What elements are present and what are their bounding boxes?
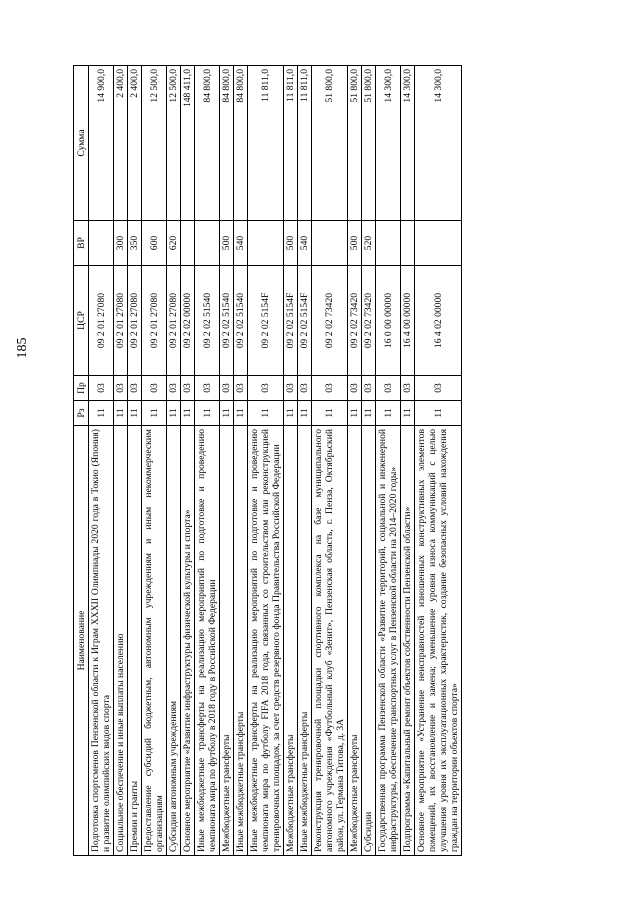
cell-name: Иные межбюджетные трансферты xyxy=(234,426,248,856)
cell-name: Реконструкция тренировочной площадки спортивного комплекса на базе муниципального автономного учреждения «Футбольный клуб «Зенит», Пензенская область, г. Пенза, Октябрьский район, ул. Германа Титова, д. 3А xyxy=(312,426,348,856)
cell-sum: 14 300,0 xyxy=(376,66,401,221)
cell-sum: 148 411,0 xyxy=(181,66,195,221)
cell-csr: 09 2 02 73420 xyxy=(362,266,376,376)
cell-csr: 16 4 00 00000 xyxy=(401,266,415,376)
cell-rz: 11 xyxy=(195,401,220,426)
table-row xyxy=(298,66,312,856)
cell-csr: 16 4 02 00000 xyxy=(415,266,462,376)
cell-rz: 11 xyxy=(401,401,415,426)
cell-name: Межбюджетные трансферты xyxy=(220,426,234,856)
header-sum: Сумма xyxy=(74,66,89,221)
cell-sum: 51 800,0 xyxy=(362,66,376,221)
cell-name: Основное мероприятие «Развитие инфраструктуры физической культуры и спорта» xyxy=(181,426,195,856)
cell-csr: 09 2 01 27080 xyxy=(89,266,114,376)
cell-name: Субсидии автономным учреждениям xyxy=(167,426,181,856)
rotated-page xyxy=(73,66,563,856)
cell-sum: 12 500,0 xyxy=(142,66,167,221)
header-name: Наименование xyxy=(74,426,89,856)
cell-name: Подпрограмма «Капитальный ремонт объектов собственности Пензенской области» xyxy=(401,426,415,856)
table-row xyxy=(234,66,248,856)
cell-rz: 11 xyxy=(298,401,312,426)
cell-sum: 14 900,0 xyxy=(89,66,114,221)
cell-name: Иные межбюджетные трансферты xyxy=(298,426,312,856)
cell-pr: 03 xyxy=(401,376,415,401)
cell-csr: 16 0 00 00000 xyxy=(376,266,401,376)
cell-rz: 11 xyxy=(376,401,401,426)
cell-csr: 09 2 02 5154F xyxy=(248,266,284,376)
table-row xyxy=(181,66,195,856)
budget-table xyxy=(73,65,462,856)
cell-vr: 620 xyxy=(167,221,181,266)
cell-pr: 03 xyxy=(234,376,248,401)
cell-name: Предоставление субсидий бюджетным, автономным учреждениям и иным некоммерческим организациям xyxy=(142,426,167,856)
table-row xyxy=(376,66,401,856)
cell-csr: 09 2 01 27080 xyxy=(128,266,142,376)
cell-sum: 51 800,0 xyxy=(312,66,348,221)
cell-rz: 11 xyxy=(167,401,181,426)
cell-pr: 03 xyxy=(284,376,298,401)
cell-sum: 14 300,0 xyxy=(415,66,462,221)
cell-rz: 11 xyxy=(142,401,167,426)
table-row xyxy=(401,66,415,856)
header-csr: ЦСР xyxy=(74,266,89,376)
cell-sum: 51 800,0 xyxy=(348,66,362,221)
cell-rz: 11 xyxy=(89,401,114,426)
cell-pr: 03 xyxy=(128,376,142,401)
table-row xyxy=(284,66,298,856)
cell-name: Социальное обеспечение и иные выплаты населению xyxy=(114,426,128,856)
cell-name: Иные межбюджетные трансферты на реализацию мероприятий по подготовке и проведению чемпионата мира по футболу в 2018 году в Российской Федерации xyxy=(195,426,220,856)
cell-vr: 500 xyxy=(284,221,298,266)
cell-vr xyxy=(248,221,284,266)
cell-name: Государственная программа Пензенской области «Развитие территорий, социальной и инженерной инфраструктуры, обеспечение транспортных услуг в Пензенской области на 2014–2020 годы» xyxy=(376,426,401,856)
table-body xyxy=(89,66,462,856)
cell-sum: 2 400,0 xyxy=(128,66,142,221)
cell-name: Иные межбюджетные трансферты на реализацию мероприятий по подготовке и проведению чемпионата мира по футболу FIFA 2018 года, связанных со строительством или реконструкцией тренировочных площадок, за счет средств резервного фонда Правительства Российской Федерации xyxy=(248,426,284,856)
cell-vr xyxy=(376,221,401,266)
cell-rz: 11 xyxy=(220,401,234,426)
header-pr: Пр xyxy=(74,376,89,401)
cell-pr: 03 xyxy=(248,376,284,401)
cell-csr: 09 2 02 00000 xyxy=(181,266,195,376)
cell-vr xyxy=(312,221,348,266)
cell-pr: 03 xyxy=(376,376,401,401)
cell-sum: 11 811,0 xyxy=(298,66,312,221)
table-row xyxy=(114,66,128,856)
cell-vr: 540 xyxy=(234,221,248,266)
cell-csr: 09 2 02 5154F xyxy=(284,266,298,376)
cell-vr xyxy=(415,221,462,266)
cell-pr: 03 xyxy=(312,376,348,401)
cell-rz: 11 xyxy=(284,401,298,426)
table-row xyxy=(415,66,462,856)
cell-csr: 09 2 02 5154F xyxy=(298,266,312,376)
cell-rz: 11 xyxy=(128,401,142,426)
cell-name: Межбюджетные трансферты xyxy=(284,426,298,856)
cell-vr: 300 xyxy=(114,221,128,266)
cell-rz: 11 xyxy=(114,401,128,426)
cell-sum: 84 800,0 xyxy=(234,66,248,221)
cell-pr: 03 xyxy=(167,376,181,401)
cell-rz: 11 xyxy=(248,401,284,426)
header-vr: ВР xyxy=(74,221,89,266)
cell-vr: 600 xyxy=(142,221,167,266)
cell-pr: 03 xyxy=(195,376,220,401)
cell-csr: 09 2 01 27080 xyxy=(167,266,181,376)
cell-pr: 03 xyxy=(415,376,462,401)
cell-sum: 2 400,0 xyxy=(114,66,128,221)
cell-vr xyxy=(195,221,220,266)
table-row xyxy=(220,66,234,856)
cell-vr: 500 xyxy=(220,221,234,266)
table-header-row xyxy=(74,66,89,856)
table-row xyxy=(195,66,220,856)
table-row xyxy=(312,66,348,856)
cell-pr: 03 xyxy=(220,376,234,401)
cell-pr: 03 xyxy=(142,376,167,401)
cell-name: Премии и гранты xyxy=(128,426,142,856)
cell-vr: 500 xyxy=(348,221,362,266)
cell-rz: 11 xyxy=(234,401,248,426)
table-row xyxy=(142,66,167,856)
cell-vr xyxy=(181,221,195,266)
cell-pr: 03 xyxy=(298,376,312,401)
cell-rz: 11 xyxy=(348,401,362,426)
table-row xyxy=(128,66,142,856)
cell-rz: 11 xyxy=(312,401,348,426)
cell-csr: 09 2 02 73420 xyxy=(312,266,348,376)
cell-sum: 12 500,0 xyxy=(167,66,181,221)
cell-csr: 09 2 02 51540 xyxy=(234,266,248,376)
cell-pr: 03 xyxy=(362,376,376,401)
cell-pr: 03 xyxy=(114,376,128,401)
cell-name: Межбюджетные трансферты xyxy=(348,426,362,856)
table-row xyxy=(348,66,362,856)
header-rz: Рз xyxy=(74,401,89,426)
cell-sum: 11 811,0 xyxy=(284,66,298,221)
cell-vr: 520 xyxy=(362,221,376,266)
cell-sum: 14 300,0 xyxy=(401,66,415,221)
cell-vr: 350 xyxy=(128,221,142,266)
cell-name: Основное мероприятие «Устранение неисправностей изношенных конструктивных элементов помещений, их восстановление и замена; уменьшение уровня износа коммуникаций с целью улучшения уровня их эксплуатационных характеристик, создание безопасных условий нахождения граждан на территории объектов спорта» xyxy=(415,426,462,856)
cell-name: Подготовка спортсменов Пензенской области к Играм XXXII Олимпиады 2020 года в Токио (Япония) и развитие олимпийских видов спорта xyxy=(89,426,114,856)
cell-name: Субсидии xyxy=(362,426,376,856)
cell-pr: 03 xyxy=(181,376,195,401)
cell-sum: 84 800,0 xyxy=(195,66,220,221)
page-number: 185 xyxy=(15,337,30,359)
cell-sum: 84 800,0 xyxy=(220,66,234,221)
table-row xyxy=(167,66,181,856)
cell-pr: 03 xyxy=(348,376,362,401)
cell-vr: 540 xyxy=(298,221,312,266)
cell-csr: 09 2 02 73420 xyxy=(348,266,362,376)
table-row xyxy=(362,66,376,856)
cell-rz: 11 xyxy=(415,401,462,426)
cell-rz: 11 xyxy=(181,401,195,426)
cell-csr: 09 2 02 51540 xyxy=(195,266,220,376)
cell-csr: 09 2 02 51540 xyxy=(220,266,234,376)
table-row xyxy=(248,66,284,856)
cell-vr xyxy=(89,221,114,266)
cell-rz: 11 xyxy=(362,401,376,426)
cell-vr xyxy=(401,221,415,266)
table-row xyxy=(89,66,114,856)
cell-sum: 11 811,0 xyxy=(248,66,284,221)
cell-csr: 09 2 01 27080 xyxy=(142,266,167,376)
cell-pr: 03 xyxy=(89,376,114,401)
cell-csr: 09 2 01 27080 xyxy=(114,266,128,376)
